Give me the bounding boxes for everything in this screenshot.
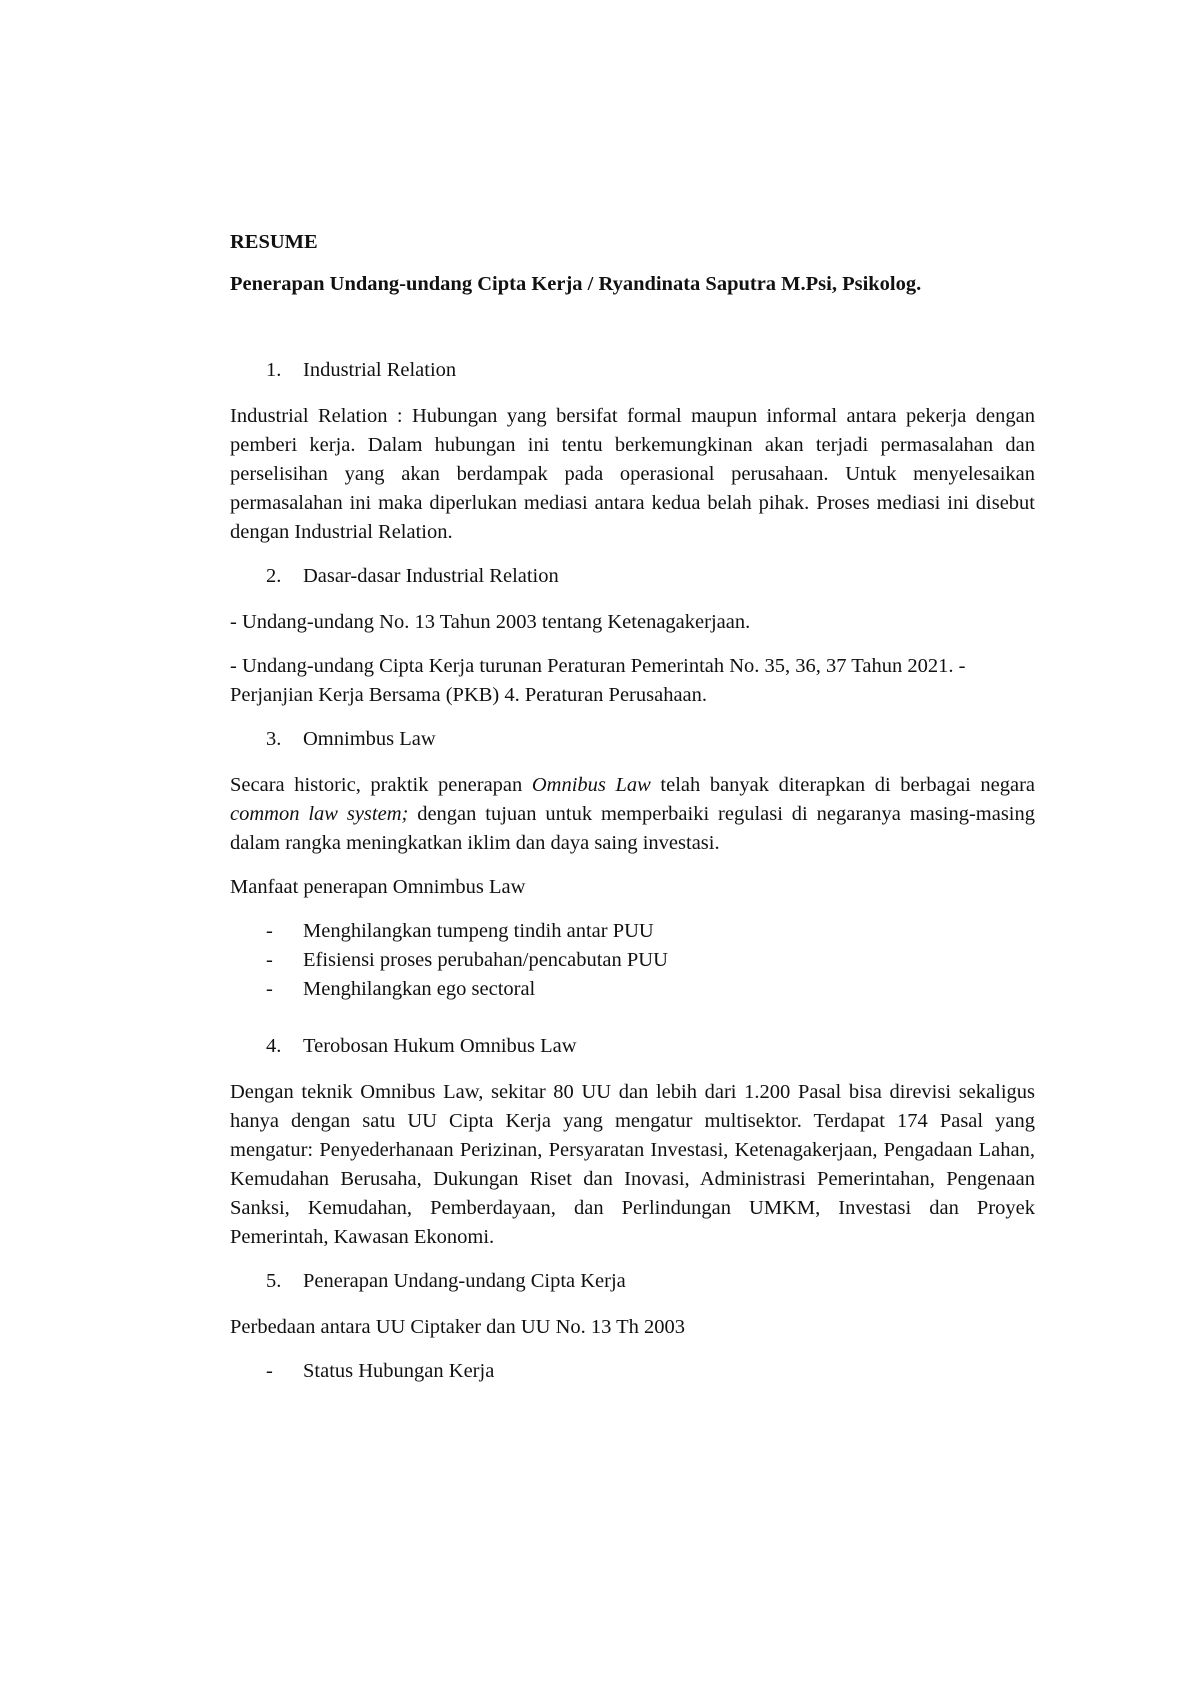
italic-term: common law system; xyxy=(230,803,409,825)
section-number: 5. xyxy=(266,1270,282,1292)
paragraph-text: telah banyak diterapkan di berbagai negara xyxy=(650,774,1035,796)
paragraph-text: Secara historic, praktik penerapan xyxy=(230,774,532,796)
list-item xyxy=(230,1357,1035,1386)
dash-bullet: - xyxy=(266,920,273,942)
dash-bullet: - xyxy=(266,1360,273,1382)
benefits-title: Manfaat penerapan Omnimbus Law xyxy=(230,876,526,898)
list-item-text: Efisiensi proses perubahan/pencabutan PUU xyxy=(303,949,668,971)
list-item xyxy=(230,975,1035,1004)
document-body xyxy=(230,228,1035,1414)
italic-term: Omnibus Law xyxy=(531,774,651,796)
section-heading-text: Industrial Relation xyxy=(303,359,457,381)
section-number: 1. xyxy=(266,359,282,381)
document-title: RESUME xyxy=(230,231,318,253)
section-4-heading xyxy=(230,1032,1035,1061)
dash-bullet: - xyxy=(266,949,273,971)
section-4-paragraph: Dengan teknik Omnibus Law, sekitar 80 UU dan lebih dari 1.200 Pasal bisa direvisi sekaligus hanya dengan satu UU Cipta Kerja yang mengatur multisektor. Terdapat 174 Pasal yang mengatur: Penyederhanaan Perizinan, Persyaratan Investasi, Ketenagakerjaan, Pengadaan Lahan, Kemudahan Berusaha, Dukungan Riset dan Inovasi, Administrasi Pemerintahan, Pengenaan Sanksi, Kemudahan, Pemberdayaan, dan Perlindungan UMKM, Investasi dan Proyek Pemerintah, Kawasan Ekonomi. xyxy=(230,1081,1035,1248)
section-heading-text: Terobosan Hukum Omnibus Law xyxy=(303,1035,577,1057)
section-5-paragraph: Perbedaan antara UU Ciptaker dan UU No. 13 Th 2003 xyxy=(230,1316,686,1338)
document-subtitle: Penerapan Undang-undang Cipta Kerja / Ryandinata Saputra M.Psi, Psikolog. xyxy=(230,273,922,295)
section-2-line-2: - Undang-undang Cipta Kerja turunan Peraturan Pemerintah No. 35, 36, 37 Tahun 2021. - Perjanjian Kerja Bersama (PKB) 4. Peraturan Perusahaan. xyxy=(230,655,966,706)
paragraph-text: dengan tujuan untuk memperbaiki regulasi di negaranya masing-masing dalam rangka meningkatkan iklim dan daya saing investasi. xyxy=(230,803,1035,854)
list-item-text: Status Hubungan Kerja xyxy=(303,1360,495,1382)
section-heading-text: Penerapan Undang-undang Cipta Kerja xyxy=(303,1270,626,1292)
list-item xyxy=(230,917,1035,946)
section-3-heading xyxy=(230,725,1035,754)
section-3-paragraph xyxy=(230,771,1035,858)
section-number: 2. xyxy=(266,565,282,587)
dash-bullet: - xyxy=(266,978,273,1000)
benefits-list xyxy=(230,917,1035,1004)
section-heading-text: Dasar-dasar Industrial Relation xyxy=(303,565,559,587)
section-number: 4. xyxy=(266,1035,282,1057)
differences-list xyxy=(230,1357,1035,1386)
section-2-line-1: - Undang-undang No. 13 Tahun 2003 tentang Ketenagakerjaan. xyxy=(230,611,751,633)
section-2-heading xyxy=(230,562,1035,591)
section-5-heading xyxy=(230,1267,1035,1296)
section-number: 3. xyxy=(266,728,282,750)
list-item-text: Menghilangkan ego sectoral xyxy=(303,978,536,1000)
section-1-paragraph: Industrial Relation : Hubungan yang bersifat formal maupun informal antara pekerja dengan pemberi kerja. Dalam hubungan ini tentu berkemungkinan akan terjadi permasalahan dan perselisihan yang akan berdampak pada operasional perusahaan. Untuk menyelesaikan permasalahan ini maka diperlukan mediasi antara kedua belah pihak. Proses mediasi ini disebut dengan Industrial Relation. xyxy=(230,405,1035,543)
list-item xyxy=(230,946,1035,975)
section-heading-text: Omnimbus Law xyxy=(303,728,436,750)
section-1-heading xyxy=(230,356,1035,385)
list-item-text: Menghilangkan tumpeng tindih antar PUU xyxy=(303,920,654,942)
